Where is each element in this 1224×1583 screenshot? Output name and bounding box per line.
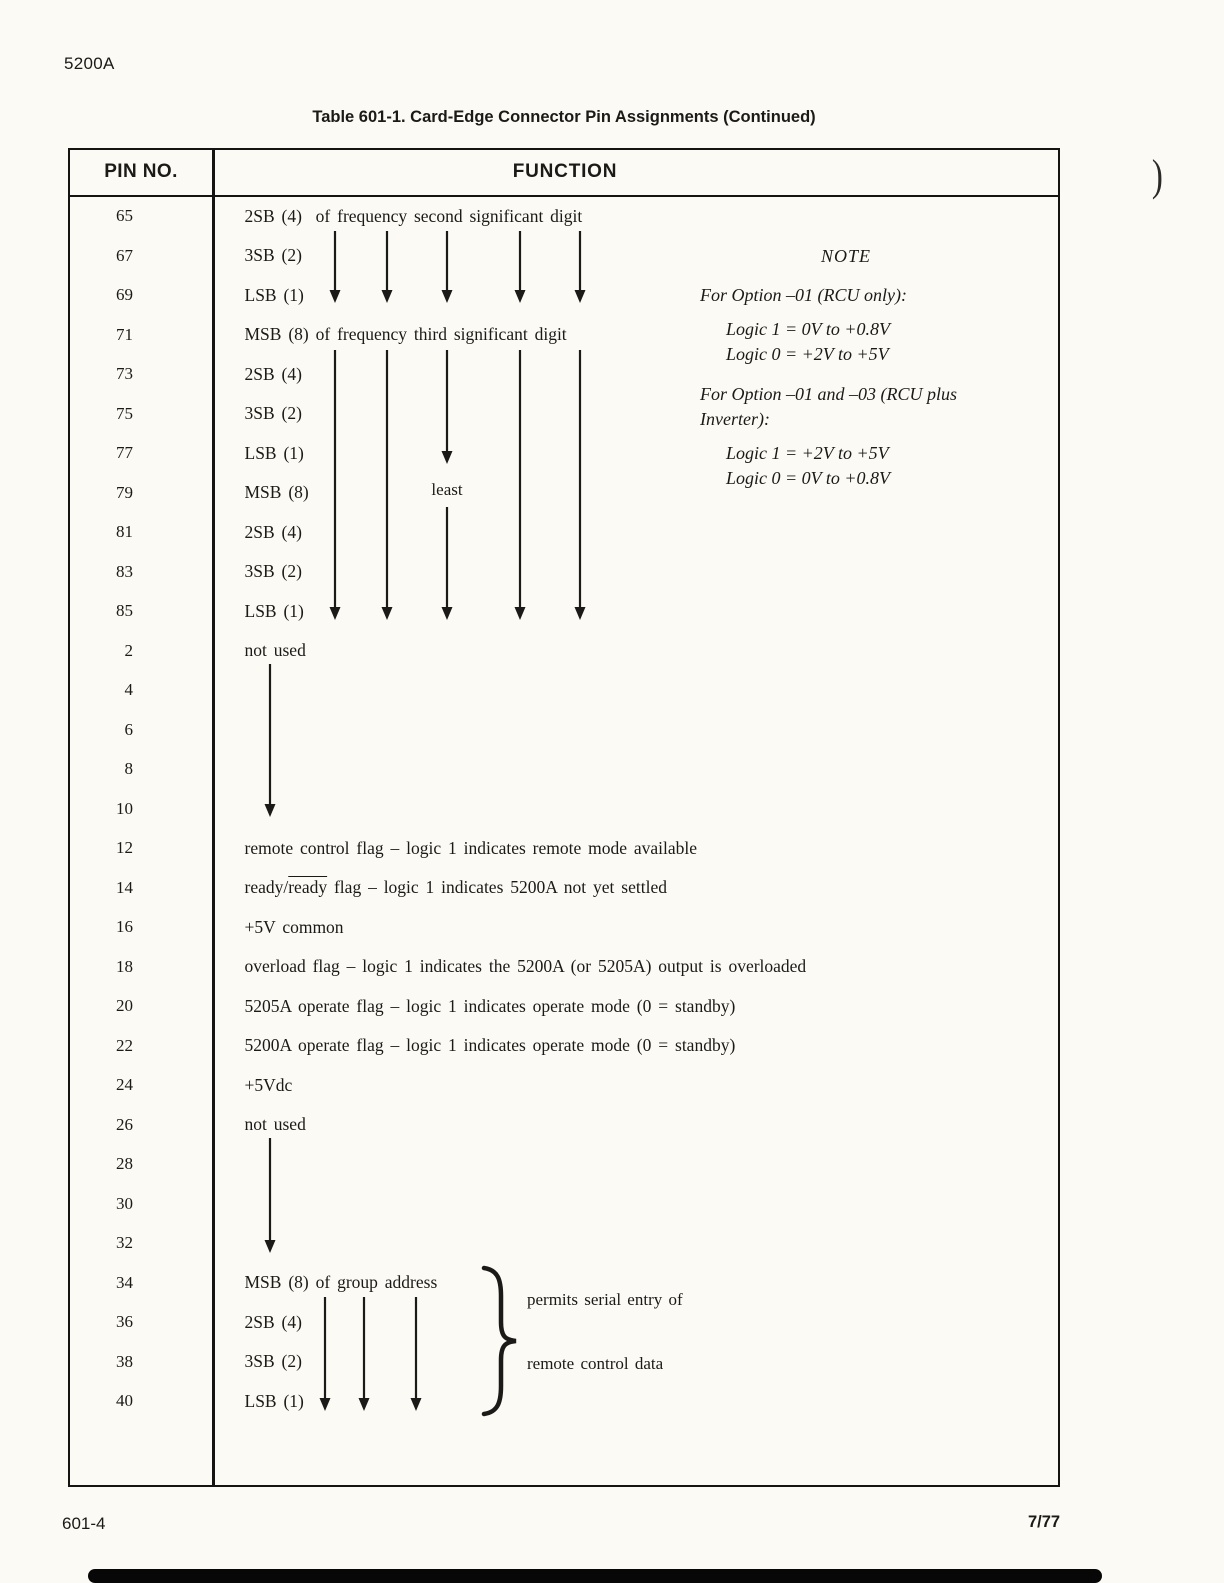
table-row xyxy=(70,908,1058,948)
function-text: +5Vdc xyxy=(244,1074,293,1095)
table-row xyxy=(70,1026,1058,1066)
pin-no-column-header: PIN NO. xyxy=(104,161,178,183)
function-text: MSB (8) of group address xyxy=(244,1272,438,1293)
note-section xyxy=(700,382,992,491)
pin-number: 20 xyxy=(116,996,133,1016)
pin-number: 38 xyxy=(116,1351,133,1371)
note-logic-line: Logic 1 = +2V to +5V xyxy=(726,443,889,463)
table-row xyxy=(70,197,1058,237)
pin-number: 40 xyxy=(116,1391,133,1411)
function-text: 2SB (4) xyxy=(244,521,302,542)
pin-number: 83 xyxy=(116,561,133,581)
function-text: ready/ready flag – logic 1 indicates 5200A not yet settled xyxy=(244,877,667,898)
pin-number: 12 xyxy=(116,838,133,858)
note-logic-line: Logic 0 = 0V to +0.8V xyxy=(726,468,890,488)
note-block xyxy=(700,244,992,506)
pin-number: 30 xyxy=(116,1193,133,1213)
note-logic-line: Logic 0 = +2V to +5V xyxy=(726,344,889,364)
model-number: 5200A xyxy=(64,54,115,73)
function-text: not used xyxy=(244,1114,306,1135)
table-row xyxy=(70,513,1058,553)
table-row xyxy=(70,947,1058,987)
table-row xyxy=(70,750,1058,790)
note-logic-line: Logic 1 = 0V to +0.8V xyxy=(726,319,890,339)
pin-number: 65 xyxy=(116,206,133,226)
pin-number: 28 xyxy=(116,1154,133,1174)
scan-artifact-strip xyxy=(88,1569,1102,1583)
brace-caption-line2: remote control data xyxy=(527,1354,664,1373)
table-row xyxy=(70,1066,1058,1106)
table-row xyxy=(70,592,1058,632)
note-title: NOTE xyxy=(820,246,871,266)
pin-number: 22 xyxy=(116,1035,133,1055)
pin-number: 2 xyxy=(124,640,133,660)
note-sections xyxy=(700,283,992,491)
column-divider xyxy=(212,150,215,1485)
note-option-heading: For Option –01 (RCU only): xyxy=(700,285,907,305)
pin-number: 81 xyxy=(116,522,133,542)
pin-number: 75 xyxy=(116,403,133,423)
table-row xyxy=(70,987,1058,1027)
table-row xyxy=(70,1145,1058,1185)
pin-number: 18 xyxy=(116,956,133,976)
pin-number: 77 xyxy=(116,443,133,463)
pin-number: 6 xyxy=(124,719,133,739)
function-column-header: FUNCTION xyxy=(512,161,618,183)
function-text: 3SB (2) xyxy=(244,403,302,424)
function-text: 3SB (2) xyxy=(244,245,302,266)
table-row xyxy=(70,710,1058,750)
function-text: not used xyxy=(244,640,306,661)
pin-number: 85 xyxy=(116,601,133,621)
function-text: MSB (8) of frequency third significant digit xyxy=(244,324,567,345)
function-text: 2SB (4) xyxy=(244,363,302,384)
pin-number: 73 xyxy=(116,364,133,384)
table-title: Table 601-1. Card-Edge Connector Pin Assignments (Continued) xyxy=(312,108,816,126)
pin-number: 36 xyxy=(116,1312,133,1332)
function-text: 2SB (4) xyxy=(244,1311,302,1332)
pin-number: 34 xyxy=(116,1272,133,1292)
function-text: 3SB (2) xyxy=(244,1351,302,1372)
pin-number: 16 xyxy=(116,917,133,937)
least-significant-label: least xyxy=(431,480,463,499)
pin-number: 8 xyxy=(124,759,133,779)
pin-number: 71 xyxy=(116,324,133,344)
pin-number: 69 xyxy=(116,285,133,305)
pin-number: 10 xyxy=(116,798,133,818)
pin-number: 4 xyxy=(124,680,133,700)
function-text: 5205A operate flag – logic 1 indicates operate mode (0 = standby) xyxy=(244,995,736,1016)
note-option-heading: For Option –01 and –03 (RCU plus Inverter): xyxy=(700,384,958,429)
table-row xyxy=(70,671,1058,711)
table-row xyxy=(70,631,1058,671)
footer-date: 7/77 xyxy=(1028,1513,1061,1531)
table-row xyxy=(70,1382,1058,1422)
function-text: 2SB (4) of frequency second significant digit xyxy=(244,205,583,226)
function-text: MSB (8) xyxy=(244,482,309,503)
table-header-row xyxy=(70,150,1058,197)
table-row xyxy=(70,829,1058,869)
function-text: +5V common xyxy=(244,916,344,937)
pin-number: 24 xyxy=(116,1075,133,1095)
table-row xyxy=(70,1184,1058,1224)
brace-caption-line1: permits serial entry of xyxy=(527,1290,683,1309)
pin-number: 32 xyxy=(116,1233,133,1253)
table-row xyxy=(70,868,1058,908)
note-section xyxy=(700,283,992,367)
pin-number: 14 xyxy=(116,877,133,897)
page-curl-mark: ) xyxy=(1151,151,1163,200)
pin-number: 26 xyxy=(116,1114,133,1134)
table-row xyxy=(70,789,1058,829)
function-text: LSB (1) xyxy=(244,442,304,463)
footer-page-number: 601-4 xyxy=(62,1514,106,1533)
pin-number: 79 xyxy=(116,482,133,502)
table-row xyxy=(70,1224,1058,1264)
function-text: remote control flag – logic 1 indicates remote mode available xyxy=(244,837,698,858)
table-row xyxy=(70,1105,1058,1145)
table-row xyxy=(70,552,1058,592)
function-text: LSB (1) xyxy=(244,284,304,305)
function-text: LSB (1) xyxy=(244,600,304,621)
function-text: 3SB (2) xyxy=(244,561,302,582)
function-text: overload flag – logic 1 indicates the 5200A (or 5205A) output is overloaded xyxy=(244,956,807,977)
function-text: 5200A operate flag – logic 1 indicates operate mode (0 = standby) xyxy=(244,1035,736,1056)
function-text: LSB (1) xyxy=(244,1390,304,1411)
pin-number: 67 xyxy=(116,245,133,265)
